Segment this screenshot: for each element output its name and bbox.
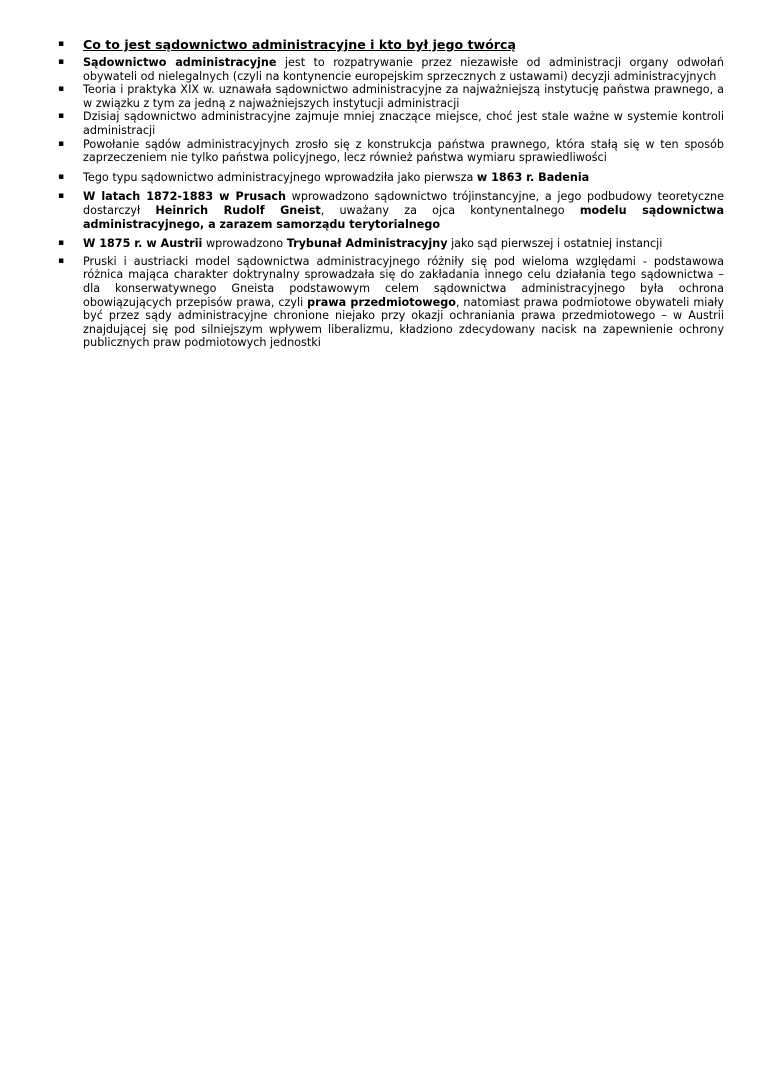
segment: Powołanie sądów administracyjnych zrosło się z konstrukcja państwa prawnego, która stałą się w ten sposób zaprzeczeniem nie tylko państwa policyjnego, lecz również państwa wymiaru sprawiedliwości <box>83 137 724 165</box>
list-item <box>58 237 724 251</box>
list-item <box>58 83 724 110</box>
segment: wprowadzono sądownictwo trójinstancyjne, a jego podbudowy teoretyczne dostarczył <box>83 190 724 217</box>
segment: , natomiast prawa podmiotowe obywateli miały być przez sądy administracyjne chronione niejako przy okazji ochraniania prawa przedmiotowego – w Austrii znajdującej się pod silniejszym wpływem liberalizmu, kładziono zdecydowany nacisk na zapewnienie ochrony publicznych praw podmiotowych jednostki <box>83 295 724 350</box>
bullet-list <box>58 37 724 350</box>
segment: Sądownictwo administracyjne <box>83 56 277 69</box>
segment: , uważany za ojca kontynentalnego <box>320 203 580 217</box>
list-item <box>58 110 724 137</box>
segment: Dzisiaj sądownictwo administracyjne zajmuje mniej znaczące miejsce, choć jest stale ważne w systemie kontroli administracji <box>83 110 724 137</box>
segment: prawa przedmiotowego <box>307 295 456 309</box>
list-item-title <box>58 37 724 52</box>
bullet-square-icon: ▪ <box>58 84 65 95</box>
segment: Co to jest sądownictwo administracyjne i kto był jego twórcą <box>83 37 516 52</box>
heading-text <box>83 37 516 52</box>
segment: Heinrich Rudolf Gneist <box>155 203 321 217</box>
list-item <box>58 190 724 231</box>
segment: Teoria i praktyka XIX w. uznawała sądownictwo administracyjne za najważniejszą instytucję państwa prawnego, a w związku z tym za jedną z najważniejszych instytucji administracji <box>83 83 724 110</box>
segment: modelu sądownictwa administracyjnego, a zarazem samorządu terytorialnego <box>83 203 725 231</box>
segment: Tego typu sądownictwo administracyjnego wprowadziła jako pierwsza <box>83 170 477 184</box>
list-item <box>58 255 724 350</box>
segment: w 1863 r. Badenia <box>476 170 590 184</box>
bullet-square-icon: ▪ <box>58 238 65 249</box>
bullet-square-icon: ▪ <box>58 255 65 266</box>
segment: jest to rozpatrywanie przez niezawisłe od administracji organy odwołań obywateli od nielegalnych (czyli na kontynencie europejskim sprzecznych z ustawami) decyzji administracyjnych <box>83 56 724 83</box>
list-item <box>58 171 724 185</box>
segment: Pruski i austriacki model sądownictwa administracyjnego różniły się pod wieloma względami - podstawowa różnica mająca charakter doktrynalny sprowadzała się do zakładania innego celu działania tego sądownictwa – dla konserwatywnego Gneista podstawowym celem sądownictwa administracyjnego była ochrona obowiązujących przepisów prawa, czyli <box>83 254 724 309</box>
list-item <box>58 56 724 83</box>
bullet-square-icon: ▪ <box>58 171 65 182</box>
segment: Trybunał Administracyjny <box>286 237 448 251</box>
bullet-square-icon: ▪ <box>58 191 65 202</box>
segment: wprowadzono <box>202 237 287 251</box>
segment: W latach 1872-1883 w Prusach <box>83 190 286 204</box>
bullet-square-icon: ▪ <box>58 138 65 149</box>
bullet-square-icon: ▪ <box>58 111 65 122</box>
bullet-square-icon: ▪ <box>58 39 65 49</box>
segment: jako sąd pierwszej i ostatniej instancji <box>447 237 663 251</box>
list-item <box>58 138 724 165</box>
bullet-square-icon: ▪ <box>58 57 65 67</box>
segment: W 1875 r. w Austrii <box>83 237 203 251</box>
